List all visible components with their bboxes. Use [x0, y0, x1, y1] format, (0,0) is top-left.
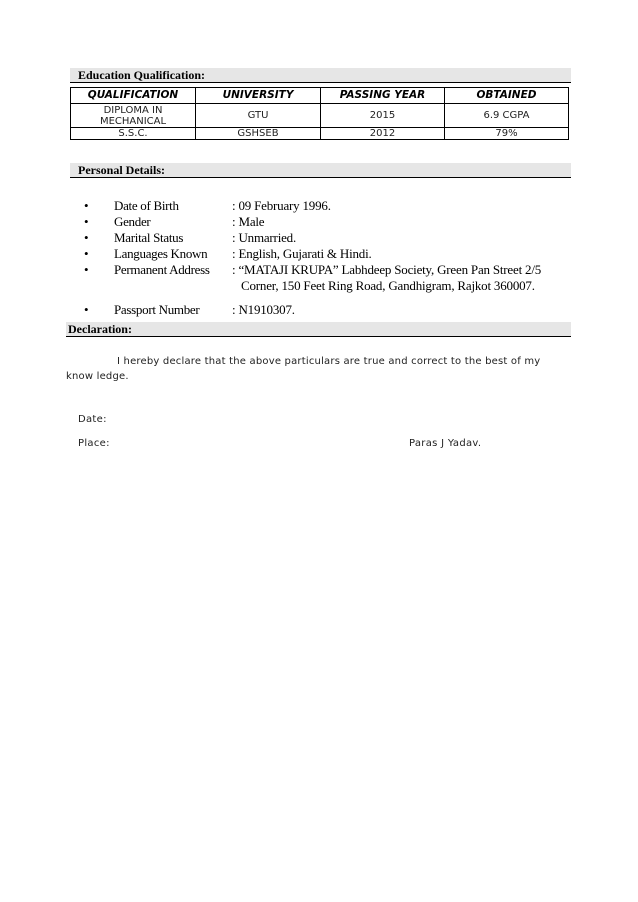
cell-university: GSHSEB — [196, 128, 321, 140]
declaration-line: I hereby declare that the above particulars are true and correct to the best of my — [117, 356, 541, 367]
declaration-line: know ledge. — [66, 371, 129, 382]
cell-qualification — [71, 104, 196, 128]
place-label: Place: — [78, 438, 110, 449]
education-header-row — [71, 88, 569, 104]
column-header-passing-year: PASSING YEAR — [321, 88, 445, 104]
detail-label: Gender — [114, 214, 151, 229]
detail-value: : English, Gujarati & Hindi. — [232, 246, 372, 261]
detail-label: Date of Birth — [114, 198, 179, 213]
bullet-icon: • — [84, 262, 89, 277]
detail-label: Languages Known — [114, 246, 208, 261]
cell-obtained: 6.9 CGPA — [445, 104, 569, 128]
detail-label: Permanent Address — [114, 262, 210, 277]
detail-value-continued: Corner, 150 Feet Ring Road, Gandhigram, Rajkot 360007. — [241, 278, 535, 293]
detail-value: : N1910307. — [232, 302, 295, 317]
declaration-text — [66, 354, 546, 384]
bullet-icon: • — [84, 246, 89, 261]
bullet-icon: • — [84, 198, 89, 213]
column-header-obtained: OBTAINED — [445, 88, 569, 104]
qualification-line: DIPLOMA IN — [103, 104, 163, 116]
detail-value: : “MATAJI KRUPA” Labhdeep Society, Green Pan Street 2/5 — [232, 262, 542, 277]
detail-value: : 09 February 1996. — [232, 198, 331, 213]
education-heading: Education Qualification: — [70, 68, 571, 83]
column-header-university: UNIVERSITY — [196, 88, 321, 104]
cell-year: 2015 — [321, 104, 445, 128]
table-row — [71, 128, 569, 140]
qualification-line: MECHANICAL — [99, 115, 167, 127]
bullet-icon: • — [84, 214, 89, 229]
bullet-icon: • — [84, 302, 89, 317]
detail-value: : Male — [232, 214, 265, 229]
column-header-qualification: QUALIFICATION — [71, 88, 196, 104]
detail-label: Passport Number — [114, 302, 200, 317]
cell-year: 2012 — [321, 128, 445, 140]
table-row — [71, 104, 569, 128]
cell-obtained: 79% — [445, 128, 569, 140]
education-table — [70, 87, 569, 140]
declaration-heading: Declaration: — [66, 322, 571, 337]
signature-name: Paras J Yadav. — [409, 438, 482, 449]
cell-qualification: S.S.C. — [71, 128, 196, 140]
cell-university: GTU — [196, 104, 321, 128]
detail-value: : Unmarried. — [232, 230, 297, 245]
date-label: Date: — [78, 414, 107, 425]
personal-details-heading: Personal Details: — [70, 163, 571, 178]
detail-label: Marital Status — [114, 230, 184, 245]
bullet-icon: • — [84, 230, 89, 245]
